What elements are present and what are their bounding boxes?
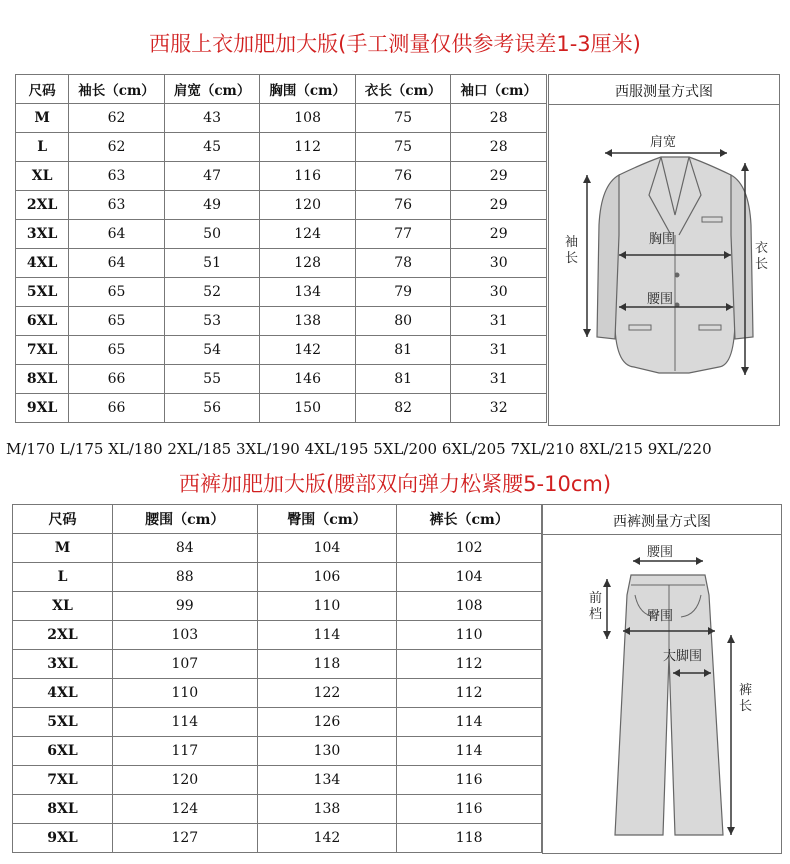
size-cell: 8XL — [16, 365, 69, 394]
table-row — [13, 621, 542, 650]
value-cell: 53 — [164, 307, 260, 336]
value-cell: 54 — [164, 336, 260, 365]
size-cell: 6XL — [13, 737, 113, 766]
value-cell: 120 — [260, 191, 356, 220]
table-row — [16, 394, 547, 423]
value-cell: 29 — [451, 220, 547, 249]
value-cell: 43 — [164, 104, 260, 133]
value-cell: 55 — [164, 365, 260, 394]
length-label: 衣长 — [755, 241, 769, 272]
value-cell: 66 — [69, 365, 165, 394]
value-cell: 112 — [260, 133, 356, 162]
value-cell: 77 — [355, 220, 451, 249]
value-cell: 30 — [451, 278, 547, 307]
value-cell: 56 — [164, 394, 260, 423]
waist-label: 腰围 — [647, 292, 674, 307]
size-cell: 2XL — [13, 621, 113, 650]
size-cell: M — [16, 104, 69, 133]
value-cell: 130 — [257, 737, 397, 766]
size-cell: L — [16, 133, 69, 162]
value-cell: 142 — [260, 336, 356, 365]
value-cell: 116 — [397, 766, 542, 795]
value-cell: 124 — [112, 795, 257, 824]
value-cell: 126 — [257, 708, 397, 737]
value-cell: 110 — [397, 621, 542, 650]
shoulder-label: 肩宽 — [650, 135, 677, 150]
table-row — [13, 824, 542, 853]
value-cell: 108 — [397, 592, 542, 621]
pants-size-table — [12, 504, 542, 853]
table-row — [13, 708, 542, 737]
table-row — [13, 737, 542, 766]
value-cell: 63 — [69, 191, 165, 220]
value-cell: 110 — [257, 592, 397, 621]
size-cell: 6XL — [16, 307, 69, 336]
value-cell: 49 — [164, 191, 260, 220]
table-header-row — [16, 75, 547, 104]
value-cell: 134 — [260, 278, 356, 307]
table-header-row — [13, 505, 542, 534]
table-row — [16, 162, 547, 191]
col-header: 尺码 — [16, 75, 69, 104]
value-cell: 62 — [69, 133, 165, 162]
size-cell: M — [13, 534, 113, 563]
table-row — [13, 592, 542, 621]
table-row — [13, 563, 542, 592]
size-cell: 4XL — [13, 679, 113, 708]
value-cell: 75 — [355, 104, 451, 133]
table-row — [16, 336, 547, 365]
hem-label: 大脚围 — [663, 649, 703, 664]
value-cell: 45 — [164, 133, 260, 162]
value-cell: 31 — [451, 336, 547, 365]
value-cell: 99 — [112, 592, 257, 621]
value-cell: 103 — [112, 621, 257, 650]
jacket-diagram-title: 西服测量方式图 — [615, 84, 713, 100]
value-cell: 84 — [112, 534, 257, 563]
table-row — [16, 307, 547, 336]
hip-label: 臀围 — [647, 609, 674, 624]
value-cell: 104 — [257, 534, 397, 563]
value-cell: 64 — [69, 220, 165, 249]
table-row — [13, 766, 542, 795]
jacket-illustration — [549, 105, 779, 425]
col-header: 尺码 — [13, 505, 113, 534]
pants-diagram-title: 西裤测量方式图 — [613, 514, 711, 530]
size-cell: 7XL — [16, 336, 69, 365]
value-cell: 114 — [397, 708, 542, 737]
size-cell: 8XL — [13, 795, 113, 824]
col-header: 胸围（cm） — [260, 75, 356, 104]
table-row — [16, 191, 547, 220]
table-row — [13, 534, 542, 563]
value-cell: 65 — [69, 278, 165, 307]
value-cell: 117 — [112, 737, 257, 766]
size-cell: XL — [13, 592, 113, 621]
size-cell: 4XL — [16, 249, 69, 278]
value-cell: 142 — [257, 824, 397, 853]
value-cell: 104 — [397, 563, 542, 592]
value-cell: 29 — [451, 191, 547, 220]
height-size-guide: M/170 L/175 XL/180 2XL/185 3XL/190 4XL/195 5XL/200 6XL/205 7XL/210 8XL/215 9XL/220 — [6, 440, 712, 458]
pants-title: 西裤加肥加大版(腰部双向弹力松紧腰5-10cm) — [178, 472, 612, 496]
value-cell: 81 — [355, 336, 451, 365]
value-cell: 146 — [260, 365, 356, 394]
value-cell: 65 — [69, 307, 165, 336]
size-cell: 3XL — [13, 650, 113, 679]
value-cell: 76 — [355, 162, 451, 191]
col-header: 袖长（cm） — [69, 75, 165, 104]
value-cell: 114 — [257, 621, 397, 650]
value-cell: 138 — [260, 307, 356, 336]
value-cell: 76 — [355, 191, 451, 220]
value-cell: 138 — [257, 795, 397, 824]
value-cell: 122 — [257, 679, 397, 708]
value-cell: 29 — [451, 162, 547, 191]
value-cell: 52 — [164, 278, 260, 307]
col-header: 衣长（cm） — [355, 75, 451, 104]
value-cell: 114 — [397, 737, 542, 766]
jacket-size-table — [15, 74, 547, 423]
size-cell: 9XL — [13, 824, 113, 853]
size-cell: 2XL — [16, 191, 69, 220]
jacket-title: 西服上衣加肥加大版(手工测量仅供参考误差1-3厘米) — [149, 32, 641, 56]
table-row — [13, 795, 542, 824]
col-header: 臀围（cm） — [257, 505, 397, 534]
table-row — [16, 365, 547, 394]
value-cell: 112 — [397, 679, 542, 708]
value-cell: 118 — [257, 650, 397, 679]
value-cell: 124 — [260, 220, 356, 249]
value-cell: 31 — [451, 365, 547, 394]
value-cell: 118 — [397, 824, 542, 853]
value-cell: 150 — [260, 394, 356, 423]
table-row — [16, 220, 547, 249]
size-cell: 5XL — [13, 708, 113, 737]
value-cell: 108 — [260, 104, 356, 133]
value-cell: 50 — [164, 220, 260, 249]
value-cell: 75 — [355, 133, 451, 162]
value-cell: 32 — [451, 394, 547, 423]
value-cell: 128 — [260, 249, 356, 278]
size-cell: 9XL — [16, 394, 69, 423]
size-cell: 3XL — [16, 220, 69, 249]
value-cell: 47 — [164, 162, 260, 191]
value-cell: 116 — [260, 162, 356, 191]
jacket-measure-diagram — [548, 74, 780, 426]
value-cell: 62 — [69, 104, 165, 133]
col-header: 裤长（cm） — [397, 505, 542, 534]
value-cell: 120 — [112, 766, 257, 795]
value-cell: 114 — [112, 708, 257, 737]
value-cell: 78 — [355, 249, 451, 278]
rise-label: 前档 — [589, 591, 603, 622]
value-cell: 80 — [355, 307, 451, 336]
value-cell: 88 — [112, 563, 257, 592]
value-cell: 127 — [112, 824, 257, 853]
value-cell: 102 — [397, 534, 542, 563]
value-cell: 31 — [451, 307, 547, 336]
pants-waist-label: 腰围 — [647, 545, 674, 560]
value-cell: 81 — [355, 365, 451, 394]
value-cell: 65 — [69, 336, 165, 365]
value-cell: 66 — [69, 394, 165, 423]
table-row — [13, 679, 542, 708]
value-cell: 107 — [112, 650, 257, 679]
value-cell: 79 — [355, 278, 451, 307]
value-cell: 51 — [164, 249, 260, 278]
table-row — [16, 278, 547, 307]
size-cell: XL — [16, 162, 69, 191]
col-header: 袖口（cm） — [451, 75, 547, 104]
value-cell: 106 — [257, 563, 397, 592]
table-row — [16, 133, 547, 162]
chest-label: 胸围 — [649, 232, 676, 247]
value-cell: 30 — [451, 249, 547, 278]
value-cell: 116 — [397, 795, 542, 824]
value-cell: 63 — [69, 162, 165, 191]
size-cell: 7XL — [13, 766, 113, 795]
value-cell: 64 — [69, 249, 165, 278]
table-row — [16, 104, 547, 133]
size-cell: L — [13, 563, 113, 592]
value-cell: 134 — [257, 766, 397, 795]
table-row — [13, 650, 542, 679]
col-header: 腰围（cm） — [112, 505, 257, 534]
value-cell: 28 — [451, 104, 547, 133]
size-cell: 5XL — [16, 278, 69, 307]
table-row — [16, 249, 547, 278]
value-cell: 112 — [397, 650, 542, 679]
col-header: 肩宽（cm） — [164, 75, 260, 104]
value-cell: 82 — [355, 394, 451, 423]
value-cell: 28 — [451, 133, 547, 162]
pants-measure-diagram — [542, 504, 782, 854]
sleeve-label: 袖长 — [565, 235, 579, 266]
pants-length-label: 裤长 — [739, 683, 753, 714]
value-cell: 110 — [112, 679, 257, 708]
